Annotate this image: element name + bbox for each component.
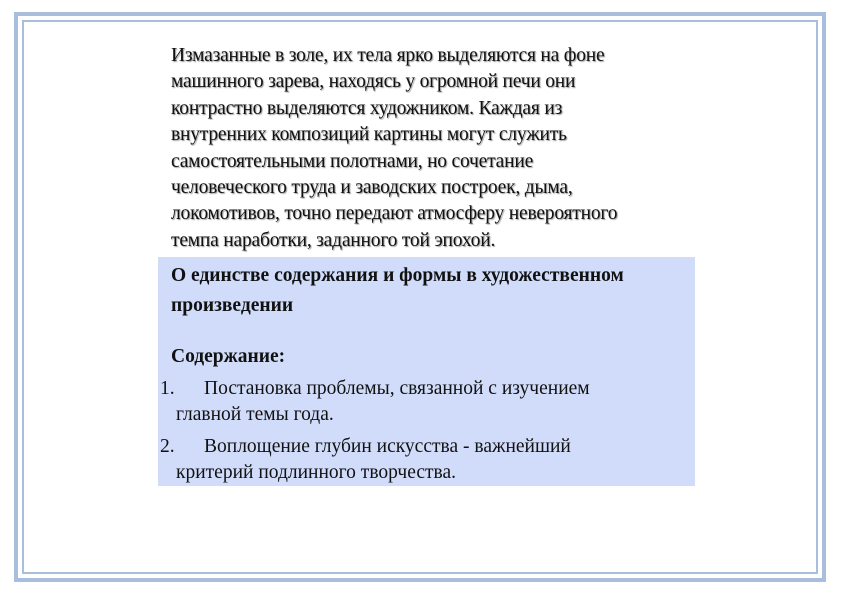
body-line: контрастно выделяются художником. Каждая из bbox=[171, 97, 563, 119]
body-paragraph bbox=[171, 43, 701, 254]
list-item-text-line2: критерий подлинного творчества. bbox=[176, 462, 457, 483]
section-subtitle: Содержание: bbox=[171, 346, 286, 367]
list-item-text-line1: Постановка проблемы, связанной с изучением bbox=[204, 378, 590, 399]
body-line: локомотивов, точно передают атмосферу невероятного bbox=[171, 203, 618, 225]
body-line: темпа наработки, заданного той эпохой. bbox=[171, 229, 496, 251]
list-item bbox=[158, 434, 695, 486]
section-title bbox=[171, 261, 701, 321]
list-item-number: 2. bbox=[160, 436, 175, 457]
body-line: самостоятельными полотнами, но сочетание bbox=[171, 150, 534, 172]
list-item bbox=[158, 376, 695, 428]
body-line: внутренних композиций картины могут служить bbox=[171, 124, 567, 146]
content-list bbox=[158, 376, 695, 492]
body-line: машинного зарева, находясь у огромной печи они bbox=[171, 71, 576, 93]
section-title-line: О единстве содержания и формы в художественном bbox=[171, 265, 624, 286]
list-item-text-line1: Воплощение глубин искусства - важнейший bbox=[204, 436, 571, 457]
body-line: Измазанные в золе, их тела ярко выделяются на фоне bbox=[171, 45, 605, 66]
body-line: человеческого труда и заводских построек, дыма, bbox=[171, 177, 573, 199]
list-item-text-line2: главной темы года. bbox=[176, 404, 334, 425]
list-item-number: 1. bbox=[160, 378, 175, 399]
section-title-line: произведении bbox=[171, 295, 294, 316]
